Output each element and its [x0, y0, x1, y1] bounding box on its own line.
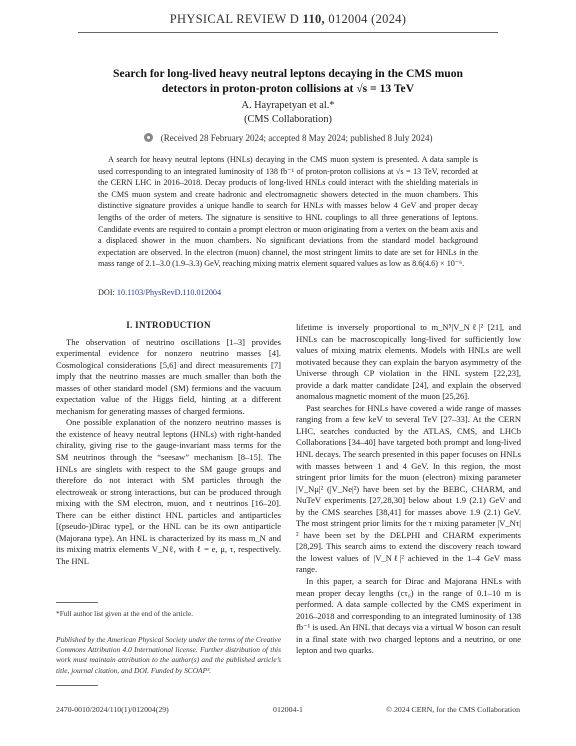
- left-column: [56, 320, 281, 567]
- journal-name: PHYSICAL REVIEW D: [169, 12, 300, 26]
- paragraph: Past searches for HNLs have covered a wide range of masses ranging from a few keV to several TeV [27–33]. At the CERN LHC, searches conducted by the ATLAS, CMS, and LHCb Collaborations [34–40] have targeted both prompt and long-lived HNL decays. The search presented in this paper focuses on HNLs with masses between 1 and 4 GeV. In this region, the most stringent prior limits for the muon (electron) mixing parameter |V_Nμ|² (|V_Ne|²) have been set by the BEBC, CHARM, and NuTeV experiments [27,28,30] below about 1.9 (2.1) GeV and by the CMS searches [38,41] for masses above 1.9 (2.1) GeV. The most stringent prior limits for the τ mixing parameter |V_Nτ|² have been set by the DELPHI and CHARM experiments [28,29]. This search aims to extend the discovery reach toward the lowest values of |V_Nℓ|² achieved in the 1–4 GeV mass range.: [296, 402, 521, 575]
- journal-header: [0, 12, 576, 27]
- footnote-divider: [56, 602, 98, 603]
- section-heading: I. INTRODUCTION: [126, 320, 211, 330]
- crossmark-icon[interactable]: [144, 133, 153, 142]
- author-list[interactable]: A. Hayrapetyan et al.*: [241, 100, 335, 111]
- collaboration: (CMS Collaboration): [244, 114, 332, 125]
- paper-title: [80, 66, 496, 96]
- license-divider: [56, 685, 98, 686]
- license-notice: Published by the American Physical Society under the terms of the Creative Commons Attribution 4.0 International license. Further distribution of this work must maintain attribution to the author(s) and the published article’s title, journal citation, and DOI. Funded by SCOAP³.: [56, 635, 281, 675]
- article-number: 012004 (2024): [328, 12, 407, 26]
- header-divider: [78, 32, 498, 33]
- footer-page-number: 012004-1: [273, 705, 303, 714]
- doi-line: [98, 288, 221, 297]
- title-line-1: Search for long-lived heavy neutral leptons decaying in the CMS muon: [113, 67, 463, 80]
- dates-text: (Received 28 February 2024; accepted 8 May 2024; published 8 July 2024): [160, 133, 433, 143]
- title-line-2: detectors in proton-proton collisions at √s = 13 TeV: [161, 82, 415, 95]
- paragraph: The observation of neutrino oscillations [1–3] provides experimental evidence for nonzero neutrino masses [4]. Cosmological considerations [5,6] and direct measurements [7] imply that the neutrino masses are much smaller than both the masses of other standard model (SM) fermions and the vacuum expectation value of the Higgs field, hinting at a different mechanism for generating masses of charged fermions.: [56, 336, 281, 416]
- right-column: [296, 322, 521, 657]
- paragraph: lifetime is inversely proportional to m_N⁵|V_Nℓ|² [21], and HNLs can be macroscopically long-lived for sufficiently low values of mixing matrix elements. Models with HNLs are well motivated because they can explain the baryon asymmetry of the Universe through CP violation in the HNL system [22,23], provide a dark matter candidate [24], and explain the observed anomalous magnetic moment of the muon [25,26].: [296, 322, 521, 402]
- abstract: A search for heavy neutral leptons (HNLs) decaying in the CMS muon system is presented. A data sample is used corresponding to an integrated luminosity of 138 fb⁻¹ of proton-proton collisions at √s = 13 TeV, recorded at the CERN LHC in 2016–2018. Decay products of long-lived HNLs could interact with the shielding materials in the CMS muon system and create hadronic and electromagnetic showers detected in the muon chambers. This distinctive signature provides a unique handle to search for HNLs with masses below 4 GeV and proper decay lengths of the order of meters. The signature is sensitive to HNL couplings to all three generations of leptons. Candidate events are required to contain a prompt electron or muon originating from a vertex on the beam axis and a displaced shower in the muon chambers. No significant deviations from the standard model background expectation are observed. In the electron (muon) channel, the most stringent limits to date are set for HNLs in the mass range of 2.1–3.0 (1.9–3.3) GeV, reaching mixing matrix element squared values as low as 8.6(4.6) × 10⁻⁶.: [98, 155, 478, 269]
- journal-volume: 110,: [302, 12, 325, 26]
- doi-link[interactable]: 10.1103/PhysRevD.110.012004: [116, 288, 222, 297]
- footer-issn: 2470-0010/2024/110(1)/012004(29): [56, 705, 169, 714]
- doi-label: DOI:: [98, 288, 115, 297]
- publication-dates: [0, 133, 576, 143]
- paragraph: One possible explanation of the nonzero neutrino masses is the existence of heavy neutral leptons (HNLs) with right-handed chirality, giving rise to the gauge-invariant mass terms for the SM neutrinos through the “seesaw” mechanism [8–15]. The HNLs are singlets with respect to the SM gauge groups and therefore do not interact with SM particles through the electroweak or strong interactions, but can be produced through mixing with the SM electron, muon, and τ neutrinos [16–20]. There can be either distinct HNL particles and antiparticles [(pseudo-)Dirac type], or the HNL can be its own antiparticle (Majorana type). An HNL is characterized by its mass m_N and its mixing matrix elements V_Nℓ, with ℓ = e, μ, τ, respectively. The HNL: [56, 417, 281, 566]
- author-footnote: *Full author list given at the end of the article.: [56, 609, 194, 618]
- footer-copyright: © 2024 CERN, for the CMS Collaboration: [386, 705, 520, 714]
- paragraph: In this paper, a search for Dirac and Majorana HNLs with mean proper decay lengths (cτ₀) in the range of 0.1–10 m is performed. A data sample collected by the CMS experiment in 2016–2018 and corresponding to an integrated luminosity of 138 fb⁻¹ is used. An HNL that decays via a virtual W boson can result in a final state with two charged leptons and a neutrino, or one lepton and two quarks.: [296, 576, 521, 656]
